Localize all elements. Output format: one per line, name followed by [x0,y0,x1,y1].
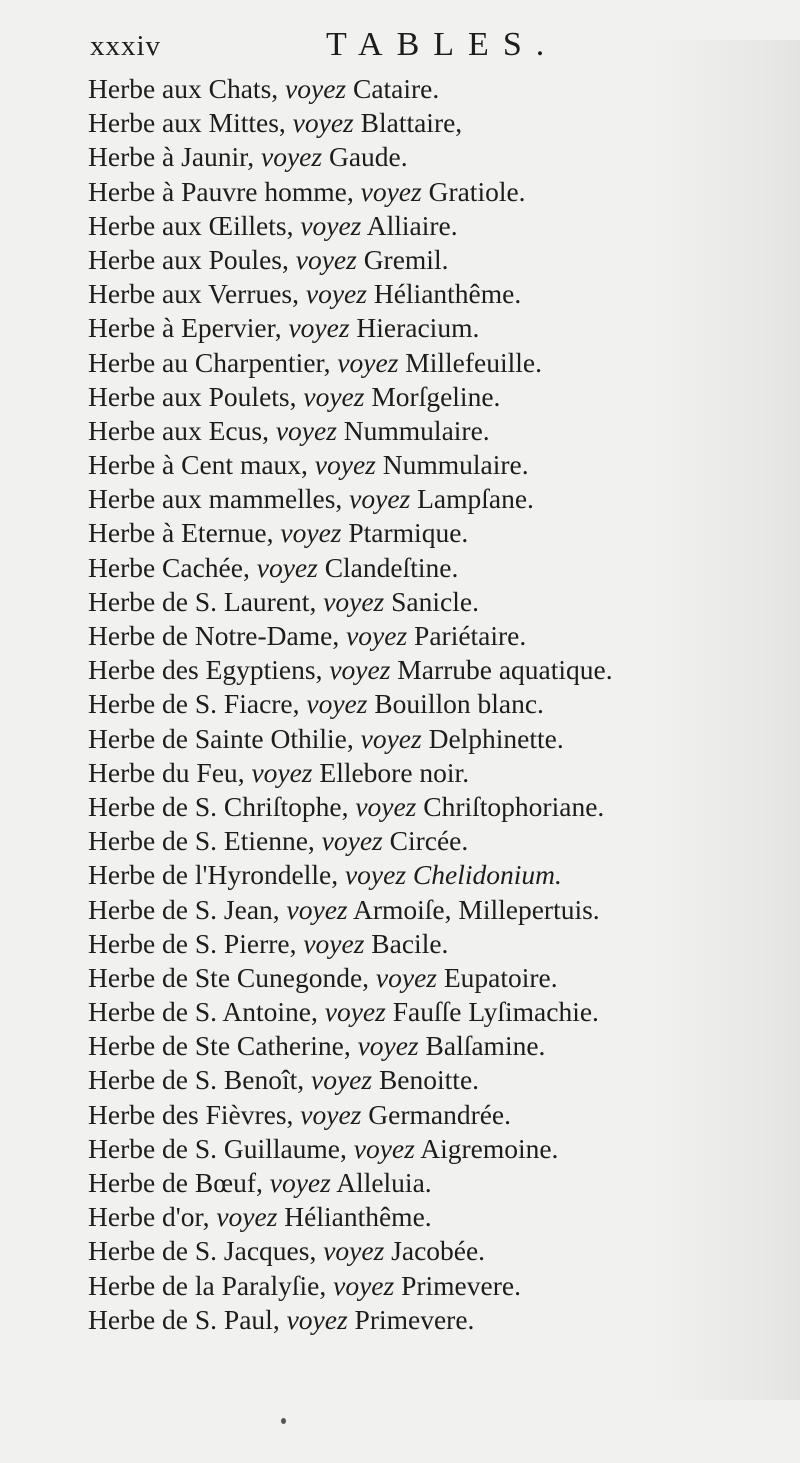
entry-reference: Chriſtophoriane. [423,790,605,822]
entry-term: Herbe des Fièvres [88,1098,287,1130]
index-entry: Herbe d'or, voyez Hélianthême. [88,1201,432,1233]
entry-see-word: voyez [286,1303,348,1335]
entry-see-word: voyez [360,175,422,207]
entry-term: Herbe aux Verrues [88,278,293,310]
entry-reference: Gremil. [363,243,449,275]
entry-term: Herbe à Epervier [88,312,275,344]
entry-reference: Armoiſe, Millepertuis. [352,893,600,925]
index-entry: Herbe de S. Antoine, voyez Fauſſe Lyſimachie. [88,996,599,1028]
entry-see-word: voyez [305,278,367,310]
entry-see-word: voyez [261,141,323,173]
entry-see-word: voyez [256,551,318,583]
entry-reference: Blattaire, [360,107,463,139]
entry-reference: Bacile. [371,927,449,959]
index-entry: Herbe des Fièvres, voyez Germandrée. [88,1098,512,1130]
entry-see-word: voyez [324,996,386,1028]
entry-reference: Chelidonium. [412,859,562,891]
entry-reference: Nummulaire. [343,414,490,446]
entry-term: Herbe de S. Jacques [88,1235,310,1267]
entry-see-word: voyez [300,209,362,241]
index-entry: Herbe de S. Jacques, voyez Jacobée. [88,1235,486,1267]
entry-term: Herbe aux Chats [88,73,272,104]
index-entry: Herbe à Jaunir, voyez Gaude. [88,141,408,173]
entry-reference: Balſamine. [425,1030,546,1062]
entry-term: Herbe de S. Laurent [88,585,310,617]
index-entry: Herbe des Egyptiens, voyez Marrube aquatique. [88,654,613,686]
entry-reference: Gratiole. [428,175,526,207]
entry-see-word: voyez [357,1030,419,1062]
index-entry: Herbe de Notre-Dame, voyez Pariétaire. [88,620,527,651]
entry-reference: Jacobée. [391,1235,486,1267]
entry-see-word: voyez [323,1235,385,1267]
index-entry: Herbe de Bœuf, voyez Alleluia. [88,1167,432,1198]
show-through-shadow [650,40,800,1400]
index-entry: Herbe à Eternue, voyez Ptarmique. [88,517,469,549]
index-entry: Herbe au Charpentier, voyez Millefeuille. [88,346,542,378]
entry-reference: Nummulaire. [382,449,529,481]
entry-reference: Delphinette. [428,722,564,754]
entry-see-word: voyez [353,1132,415,1164]
index-entry: Herbe à Cent maux, voyez Nummulaire. [88,449,529,481]
entry-reference: Hélianthême. [284,1201,432,1233]
entry-term: Herbe de S. Chriſtophe [88,790,342,822]
index-entry: Herbe de S. Jean, voyez Armoiſe, Millepertuis. [88,893,600,925]
entry-reference: Eupatoire. [443,961,558,993]
index-entry: Herbe à Epervier, voyez Hieracium. [88,312,480,344]
entry-reference: Marrube aquatique. [397,654,613,686]
page-number: xxxiv [90,30,162,62]
index-entry: Herbe de la Paralyſie, voyez Primevere. [88,1269,521,1301]
entry-term: Herbe de S. Paul [88,1303,273,1335]
entry-term: Herbe de la Paralyſie [88,1269,320,1301]
entry-term: Herbe à Eternue [88,517,267,549]
entry-reference: Millefeuille. [405,346,542,378]
index-entry: Herbe aux Verrues, voyez Hélianthême. [88,278,522,310]
entry-see-word: voyez [216,1201,278,1233]
index-entry: Herbe aux Poulets, voyez Morſgeline. [88,380,501,412]
entry-term: Herbe de Notre-Dame [88,620,333,651]
entry-term: Herbe aux Ecus [88,414,263,446]
index-entry: Herbe aux Poules, voyez Gremil. [88,243,449,275]
index-entry: Herbe de Ste Catherine, voyez Balſamine. [88,1030,546,1062]
entry-term: Herbe aux Mittes [88,107,279,139]
entry-term: Herbe à Cent maux [88,449,302,481]
entry-term: Herbe de S. Benoît [88,1064,298,1096]
entry-see-word: voyez [269,1167,331,1198]
entry-term: Herbe de S. Antoine [88,996,312,1028]
index-entry: Herbe de S. Chriſtophe, voyez Chriſtophoriane. [88,790,605,822]
entry-reference: Lampſane. [417,483,534,515]
entry-see-word: voyez [344,859,407,891]
entry-see-word: voyez [329,654,391,686]
ink-speck [281,1418,286,1424]
entry-see-word: voyez [360,722,422,754]
entry-reference: Clandeſtine. [324,551,459,583]
index-entry-list [88,72,613,1337]
entry-reference: Aigremoine. [420,1132,559,1164]
index-entry: Herbe aux mammelles, voyez Lampſane. [88,483,534,515]
entry-reference: Alleluia. [336,1167,432,1198]
entry-term: Herbe de Sainte Othilie [88,722,347,754]
entry-reference: Morſgeline. [371,380,501,412]
entry-see-word: voyez [321,825,383,857]
entry-term: Herbe de Bœuf [88,1167,256,1198]
entry-term: Herbe de S. Fiacre [88,688,293,720]
entry-see-word: voyez [311,1064,373,1096]
entry-see-word: voyez [286,893,348,925]
entry-term: Herbe Cachée [88,551,243,583]
entry-see-word: voyez [333,1269,395,1301]
entry-reference: Cataire. [352,73,440,104]
entry-term: Herbe d'or [88,1201,203,1233]
entry-term: Herbe de S. Pierre [88,927,290,959]
index-entry: Herbe du Feu, voyez Ellebore noir. [88,756,470,788]
entry-term: Herbe aux Poulets [88,380,290,412]
index-entry: Herbe de l'Hyrondelle, voyez Chelidonium. [88,859,562,891]
index-entry: Herbe de S. Paul, voyez Primevere. [88,1303,475,1335]
index-entry: Herbe de S. Laurent, voyez Sanicle. [88,585,479,617]
entry-reference: Primevere. [354,1303,475,1335]
entry-reference: Fauſſe Lyſimachie. [392,996,599,1028]
entry-see-word: voyez [300,1098,362,1130]
entry-term: Herbe des Egyptiens [88,654,316,686]
entry-term: Herbe aux Œillets [88,209,287,241]
entry-term: Herbe à Jaunir [88,141,248,173]
entry-reference: Benoitte. [378,1064,480,1096]
entry-term: Herbe à Pauvre homme [88,175,347,207]
entry-see-word: voyez [337,346,399,378]
entry-term: Herbe de Ste Catherine [88,1030,344,1062]
entry-term: Herbe de l'Hyrondelle [88,859,332,891]
index-entry: Herbe Cachée, voyez Clandeſtine. [88,551,459,583]
entry-reference: Gaude. [328,141,408,173]
entry-term: Herbe de Ste Cunegonde [88,961,363,993]
entry-see-word: voyez [285,73,347,104]
entry-see-word: voyez [306,688,368,720]
entry-see-word: voyez [314,449,376,481]
entry-reference: Hieracium. [356,312,480,344]
entry-see-word: voyez [292,107,354,139]
entry-see-word: voyez [355,790,417,822]
entry-term: Herbe aux Poules [88,243,282,275]
entry-see-word: voyez [303,927,365,959]
index-entry: Herbe de Sainte Othilie, voyez Delphinette. [88,722,564,754]
index-entry: Herbe aux Mittes, voyez Blattaire, [88,107,463,139]
entry-reference: Sanicle. [391,585,479,617]
entry-reference: Hélianthême. [373,278,522,310]
entry-see-word: voyez [349,483,411,515]
entry-reference: Bouillon blanc. [374,688,544,720]
index-entry: Herbe aux Œillets, voyez Alliaire. [88,209,458,241]
index-entry: Herbe de Ste Cunegonde, voyez Eupatoire. [88,961,558,993]
entry-reference: Ptarmique. [348,517,469,549]
entry-see-word: voyez [295,243,357,275]
entry-see-word: voyez [280,517,342,549]
entry-reference: Alliaire. [366,209,458,241]
entry-reference: Circée. [389,825,469,857]
entry-see-word: voyez [375,961,437,993]
entry-term: Herbe au Charpentier [88,346,324,378]
entry-reference: Germandrée. [368,1098,512,1130]
index-entry: Herbe de S. Etienne, voyez Circée. [88,825,469,857]
index-entry: Herbe de S. Benoît, voyez Benoitte. [88,1064,480,1096]
index-entry: Herbe de S. Pierre, voyez Bacile. [88,927,449,959]
entry-term: Herbe de S. Jean [88,893,273,925]
entry-see-word: voyez [251,756,313,788]
index-entry: Herbe aux Ecus, voyez Nummulaire. [88,414,490,446]
entry-term: Herbe de S. Guillaume [88,1132,341,1164]
entry-term: Herbe du Feu [88,756,238,788]
entry-see-word: voyez [323,585,385,617]
entry-reference: Primevere. [401,1269,521,1301]
entry-term: Herbe aux mammelles [88,483,336,515]
entry-reference: Ellebore noir. [319,756,470,788]
index-entry: Herbe aux Chats, voyez Cataire. [88,73,440,104]
entry-see-word: voyez [275,414,337,446]
index-entry: Herbe à Pauvre homme, voyez Gratiole. [88,175,526,207]
entry-see-word: voyez [288,312,350,344]
index-entry: Herbe de S. Fiacre, voyez Bouillon blanc. [88,688,544,720]
entry-see-word: voyez [346,620,408,651]
entry-see-word: voyez [303,380,365,412]
index-entry: Herbe de S. Guillaume, voyez Aigremoine. [88,1132,559,1164]
entry-reference: Pariétaire. [414,620,527,651]
entry-term: Herbe de S. Etienne [88,825,308,857]
running-title: TABLES. [326,26,559,63]
